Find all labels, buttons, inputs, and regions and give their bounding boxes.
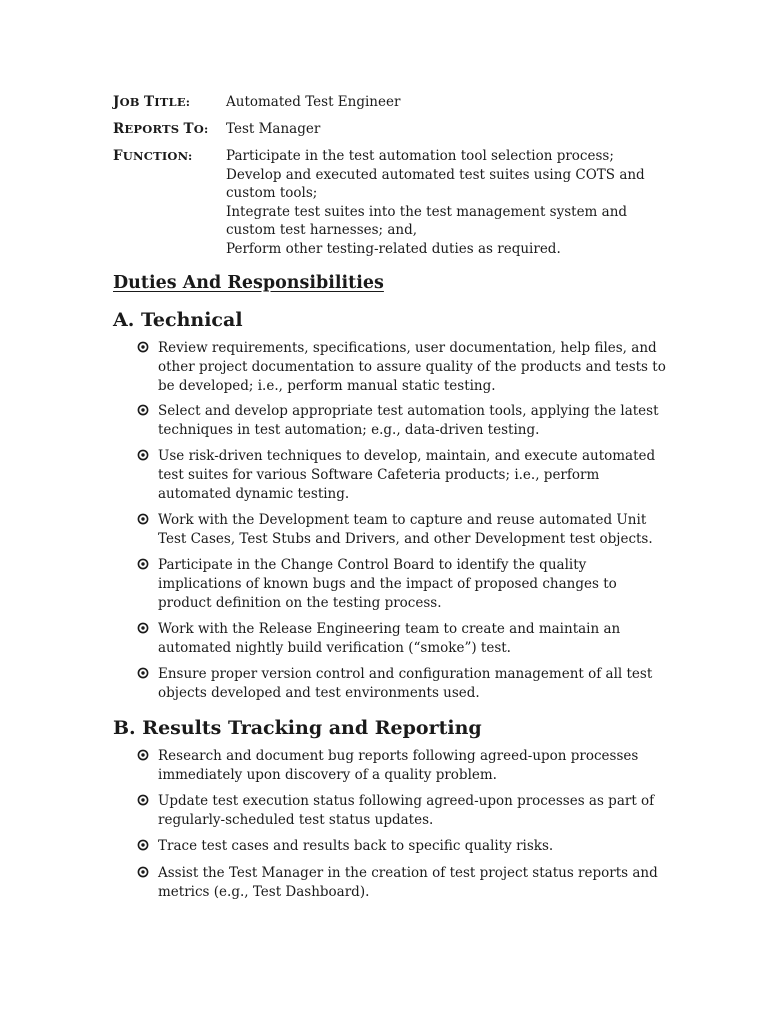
job-title-label: JOB TITLE: bbox=[113, 94, 191, 110]
bullet-target-icon bbox=[137, 749, 149, 761]
bullet-text bbox=[158, 792, 658, 830]
bullet-line: techniques in test automation; e.g., data-driven testing. bbox=[158, 421, 540, 438]
function-line: Perform other testing-related duties as required. bbox=[226, 240, 561, 257]
bullet-line: Review requirements, specifications, user documentation, help files, and bbox=[158, 340, 657, 356]
bullet-line: implications of known bugs and the impact of proposed changes to bbox=[158, 575, 617, 592]
bullet-line: Select and develop appropriate test automation tools, applying the latest bbox=[158, 403, 659, 419]
bullet-line: Research and document bug reports following agreed-upon processes bbox=[158, 748, 639, 764]
bullet-line: Ensure proper version control and configuration management of all test bbox=[158, 666, 653, 682]
bullet-target-icon bbox=[137, 404, 149, 416]
bullet-target-icon bbox=[137, 341, 149, 353]
bullet-line: Test Cases, Test Stubs and Drivers, and other Development test objects. bbox=[158, 530, 653, 547]
function-value bbox=[226, 147, 646, 258]
bullet-line: metrics (e.g., Test Dashboard). bbox=[158, 883, 370, 900]
bullet-line: be developed; i.e., perform manual static testing. bbox=[158, 377, 496, 394]
bullet-line: Work with the Development team to capture and reuse automated Unit bbox=[158, 512, 647, 528]
reports-to-label: REPORTS TO: bbox=[113, 121, 209, 137]
bullet-line: automated dynamic testing. bbox=[158, 485, 350, 502]
bullet-text bbox=[158, 747, 658, 785]
function-line: custom tools; bbox=[226, 185, 318, 201]
bullet-line: Use risk-driven techniques to develop, maintain, and execute automated bbox=[158, 448, 656, 464]
bullet-target-icon bbox=[137, 667, 149, 679]
bullet-text bbox=[158, 556, 658, 612]
duties-heading: Duties And Responsibilities bbox=[113, 273, 384, 293]
bullet-line: Update test execution status following agreed-upon processes as part of bbox=[158, 793, 655, 809]
bullet-line: Assist the Test Manager in the creation of test project status reports and bbox=[158, 865, 658, 881]
bullet-text bbox=[158, 447, 658, 503]
bullet-line: objects developed and test environments used. bbox=[158, 684, 480, 701]
bullet-target-icon bbox=[137, 866, 149, 878]
bullet-target-icon bbox=[137, 794, 149, 806]
function-label: FUNCTION: bbox=[113, 148, 193, 164]
bullet-line: automated nightly build verification (“smoke”) test. bbox=[158, 639, 511, 656]
function-line: Develop and executed automated test suites using COTS and bbox=[226, 166, 645, 183]
bullet-target-icon bbox=[137, 513, 149, 525]
function-line: Integrate test suites into the test management system and bbox=[226, 203, 628, 220]
bullet-text bbox=[158, 511, 658, 549]
bullet-target-icon bbox=[137, 558, 149, 570]
bullet-target-icon bbox=[137, 839, 149, 851]
bullet-text bbox=[158, 864, 658, 902]
bullet-line: other project documentation to assure quality of the products and tests to bbox=[158, 358, 666, 375]
bullet-text bbox=[158, 339, 666, 395]
bullet-target-icon bbox=[137, 622, 149, 634]
function-line: custom test harnesses; and, bbox=[226, 222, 418, 238]
bullet-line: test suites for various Software Cafeteria products; i.e., perform bbox=[158, 466, 600, 483]
section-a-title: A. Technical bbox=[113, 309, 243, 331]
bullet-target-icon bbox=[137, 449, 149, 461]
bullet-text bbox=[158, 620, 658, 658]
bullet-line: Work with the Release Engineering team to create and maintain an bbox=[158, 621, 621, 637]
function-line: Participate in the test automation tool selection process; bbox=[226, 148, 614, 164]
bullet-line: regularly-scheduled test status updates. bbox=[158, 811, 434, 828]
bullet-line: immediately upon discovery of a quality problem. bbox=[158, 766, 497, 783]
bullet-line: product definition on the testing process. bbox=[158, 594, 442, 611]
bullet-text bbox=[158, 402, 658, 440]
bullet-line: Trace test cases and results back to specific quality risks. bbox=[158, 838, 554, 854]
job-title-value: Automated Test Engineer bbox=[226, 94, 401, 110]
bullet-line: Participate in the Change Control Board to identify the quality bbox=[158, 557, 587, 573]
bullet-text bbox=[158, 837, 658, 856]
bullet-text bbox=[158, 665, 658, 703]
section-b-title: B. Results Tracking and Reporting bbox=[113, 717, 482, 739]
reports-to-value: Test Manager bbox=[226, 121, 321, 137]
